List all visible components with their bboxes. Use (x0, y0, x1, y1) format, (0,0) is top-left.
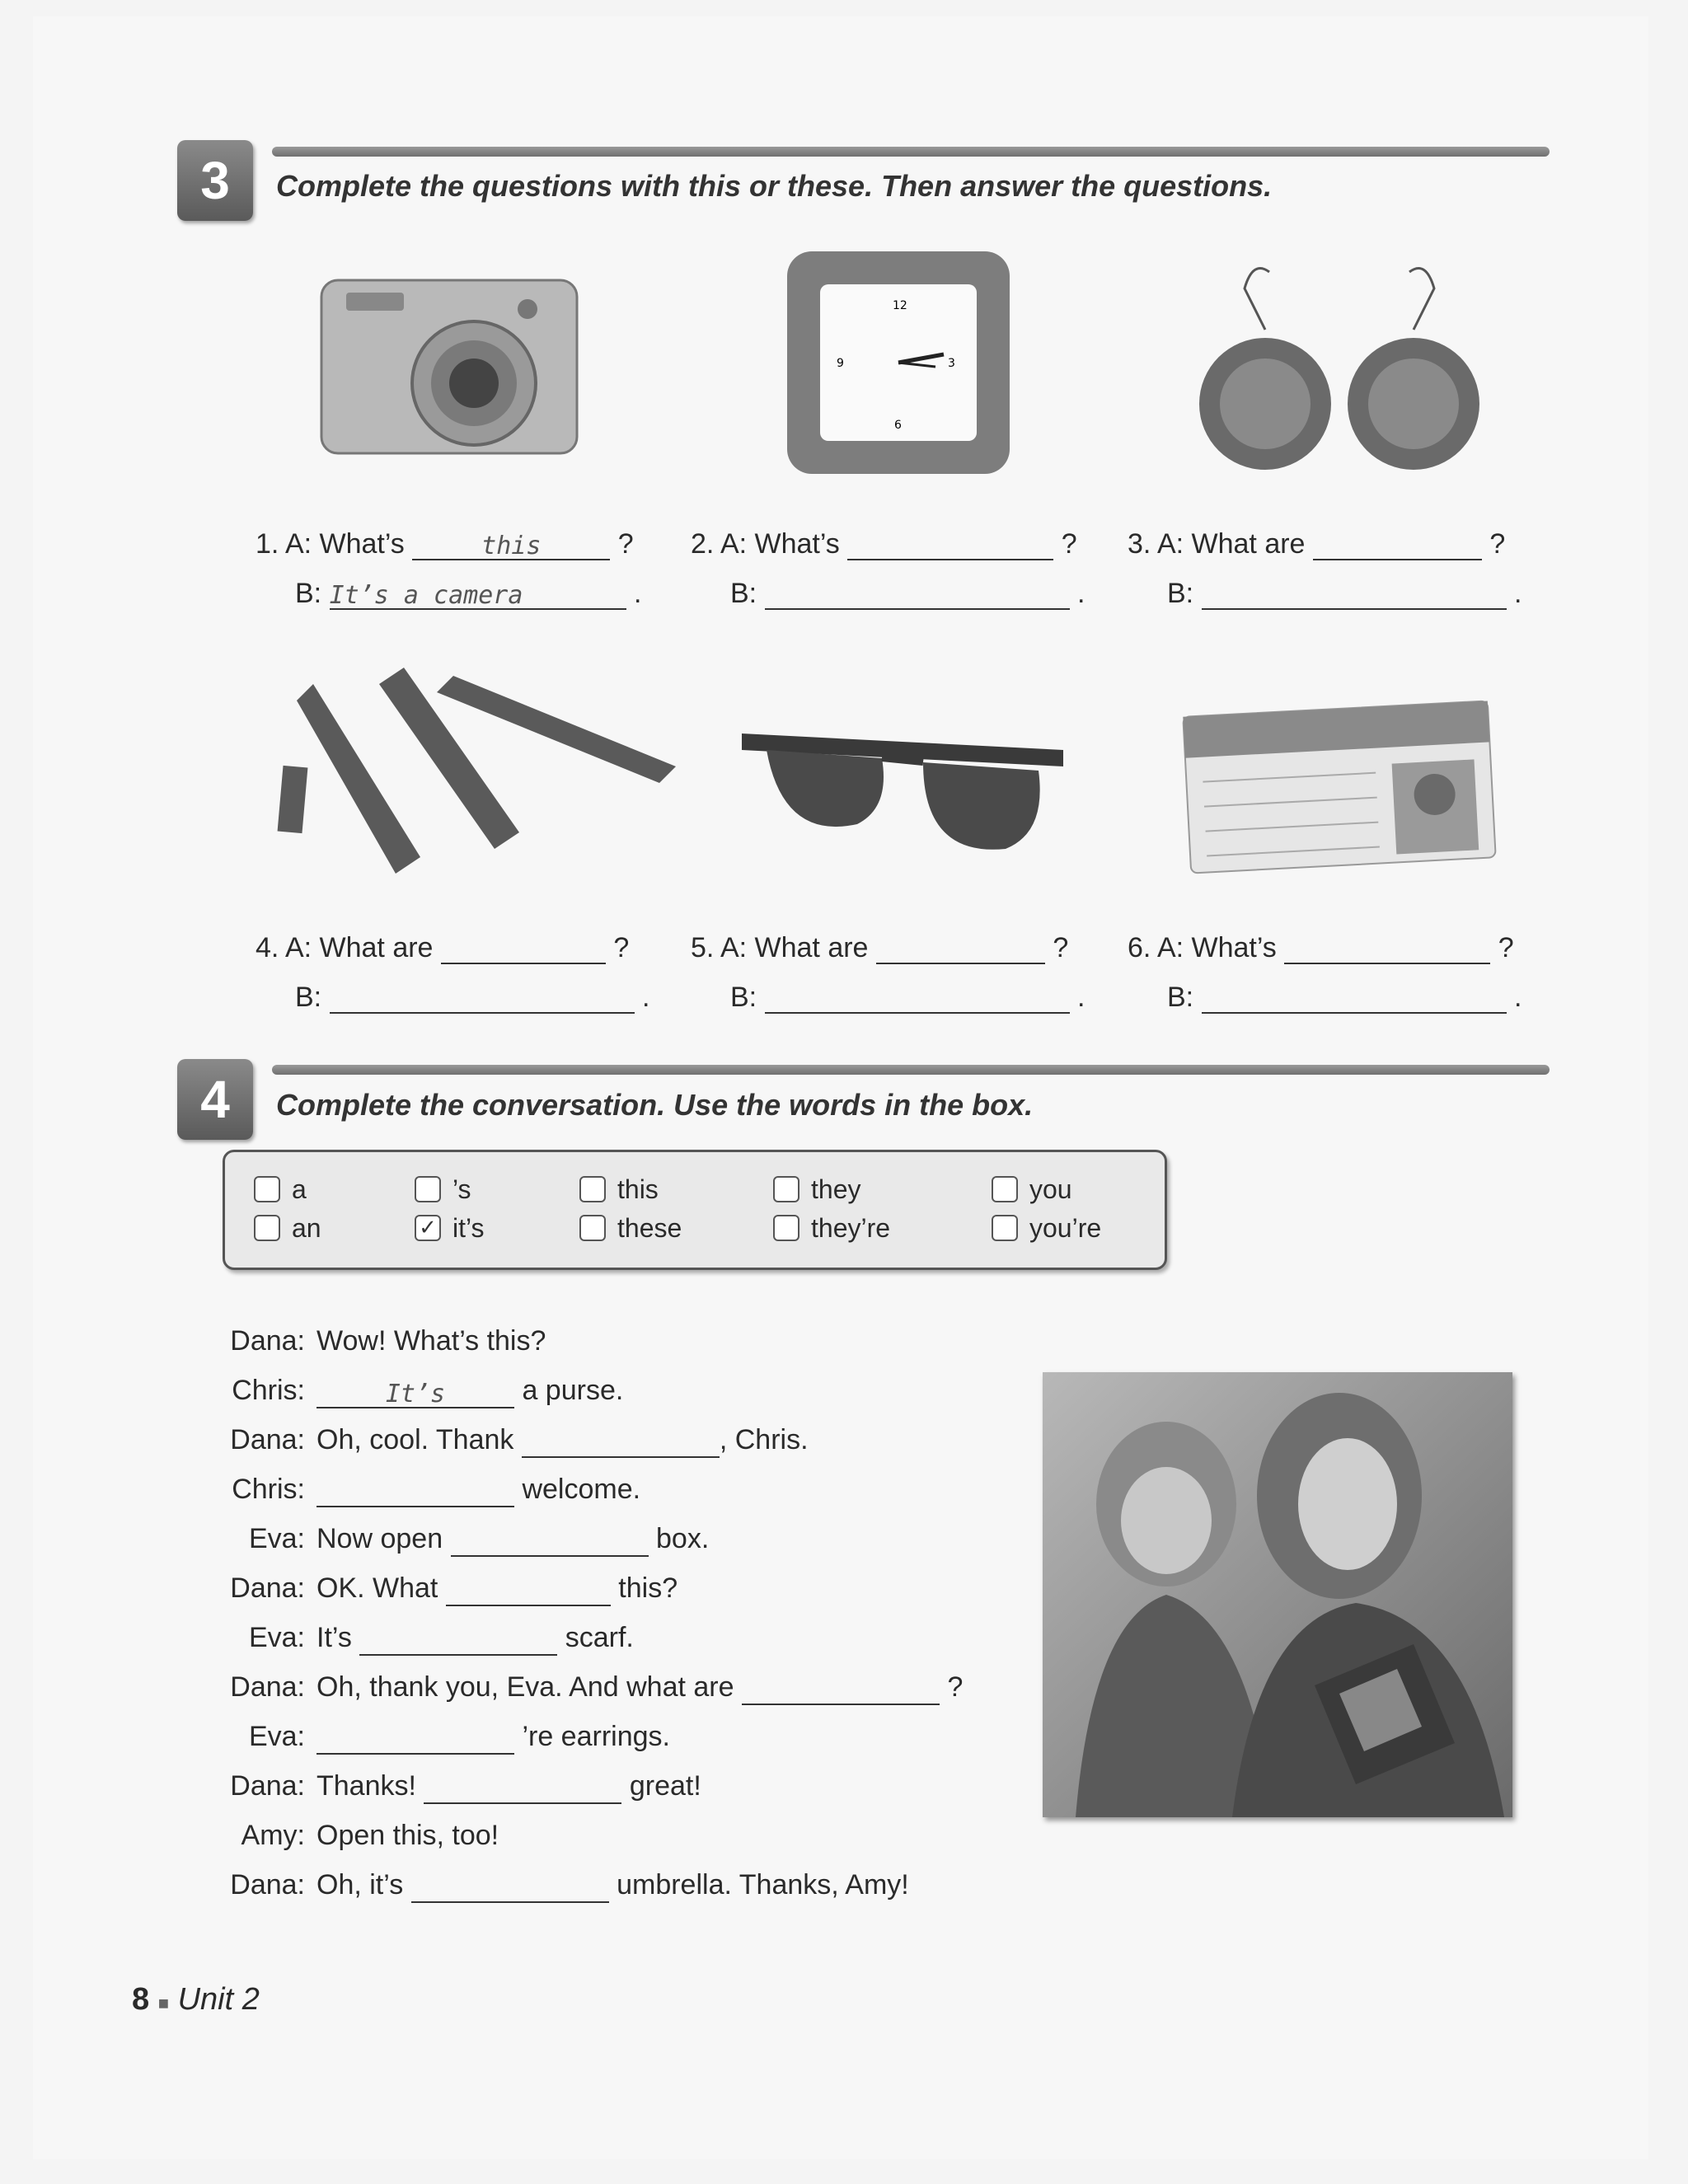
conversation-line: Dana: Thanks! great! (223, 1768, 701, 1804)
answer-field[interactable]: It’s (316, 1382, 514, 1408)
question-text: What’s (754, 528, 840, 560)
answer-field[interactable] (765, 987, 1070, 1014)
answer-field[interactable] (451, 1530, 649, 1557)
answer-field[interactable] (765, 583, 1070, 610)
question-answer-field[interactable] (1313, 534, 1482, 560)
word-option[interactable]: this (579, 1173, 659, 1206)
answer-field[interactable] (1202, 583, 1507, 610)
answer-field[interactable] (330, 987, 635, 1014)
word-option[interactable]: ’s (415, 1173, 471, 1206)
speaker-name: Chris: (232, 1375, 305, 1406)
question-answer-field[interactable] (876, 938, 1045, 964)
speaker-b-label: B: (730, 578, 757, 609)
period: . (1077, 578, 1085, 609)
item-number: 6. (1128, 932, 1151, 963)
word-option[interactable]: an (254, 1212, 321, 1244)
speaker-a-label: A: (1156, 932, 1184, 963)
conversation-line: Chris: welcome. (223, 1471, 640, 1507)
svg-text:9: 9 (837, 357, 844, 370)
speaker-name: Dana: (230, 1671, 305, 1703)
checkbox-icon[interactable] (579, 1176, 606, 1202)
word-option[interactable]: they (773, 1173, 860, 1206)
checkbox-icon[interactable] (579, 1215, 606, 1241)
unit-label: Unit 2 (177, 1982, 260, 2017)
speaker-a-label: A: (720, 932, 748, 963)
svg-text:6: 6 (894, 419, 902, 432)
speaker-b-label: B: (295, 578, 322, 609)
speaker-a-label: A: (720, 528, 748, 560)
question-mark: ? (1061, 528, 1077, 560)
item-number: 1. (256, 528, 279, 560)
question-answer-field[interactable] (847, 534, 1053, 560)
conversation-line: Amy: Open this, too! (223, 1817, 499, 1854)
answer-field[interactable] (316, 1481, 514, 1507)
word-option[interactable]: ✓ it’s (415, 1212, 485, 1244)
page-footer (132, 1982, 260, 2018)
speaker-b-label: B: (730, 982, 757, 1013)
word-option[interactable]: you (992, 1173, 1072, 1206)
checkbox-icon[interactable] (773, 1176, 799, 1202)
conversation-line: Dana: Oh, thank you, Eva. And what are ? (223, 1669, 963, 1705)
item-number: 3. (1128, 528, 1151, 560)
question-mark: ? (617, 528, 634, 560)
page-number: 8 (132, 1982, 150, 2017)
item-number: 4. (256, 932, 279, 963)
conversation-line: Eva: It’s scarf. (223, 1619, 634, 1656)
question-text: What are (1191, 528, 1306, 560)
section-3-instruction: Complete the questions with this or these. Then answer the questions. (276, 169, 1273, 203)
answer-field[interactable]: It’s a camera (330, 583, 626, 610)
footer-separator: ■ (157, 1993, 169, 2013)
answer-field[interactable] (446, 1580, 611, 1606)
checkbox-icon[interactable] (415, 1176, 441, 1202)
answer-field[interactable] (316, 1728, 514, 1755)
question-answer-field[interactable] (1284, 938, 1490, 964)
speaker-a-label: A: (284, 528, 312, 560)
period: . (1077, 982, 1085, 1013)
speaker-name: Eva: (248, 1622, 305, 1653)
word-option[interactable]: a (254, 1173, 307, 1206)
answer-field[interactable] (742, 1679, 940, 1705)
checked-checkbox-icon[interactable]: ✓ (415, 1215, 441, 1241)
speaker-name: Eva: (248, 1721, 305, 1752)
speaker-name: Dana: (230, 1770, 305, 1802)
question-mark: ? (1489, 528, 1506, 560)
conversation-line: Dana: Oh, it’s umbrella. Thanks, Amy! (223, 1867, 909, 1903)
speaker-a-label: A: (284, 932, 312, 963)
conversation-line: Dana: OK. What this? (223, 1570, 678, 1606)
section-3-number: 3 (177, 140, 253, 221)
checkbox-icon[interactable] (254, 1215, 280, 1241)
conversation-line: Eva: ’re earrings. (223, 1718, 670, 1755)
question-answer-field[interactable]: this (412, 534, 610, 560)
conversation-line: Dana: Oh, cool. Thank , Chris. (223, 1422, 809, 1458)
question-text: What are (319, 932, 434, 963)
word-option[interactable]: they’re (773, 1212, 890, 1244)
speaker-name: Dana: (230, 1424, 305, 1455)
question-mark: ? (1053, 932, 1069, 963)
sunglasses-icon (734, 701, 1071, 874)
question-answer-field[interactable] (441, 938, 606, 964)
speaker-name: Dana: (230, 1869, 305, 1900)
conversation-line: Eva: Now open box. (223, 1521, 709, 1557)
answer-field[interactable] (1202, 987, 1507, 1014)
speaker-name: Amy: (241, 1820, 305, 1851)
answer-field[interactable] (522, 1432, 720, 1458)
markers-icon (272, 668, 684, 890)
girls-opening-gift-photo (1043, 1372, 1512, 1817)
speaker-a-label: A: (1156, 528, 1184, 560)
question-text: What are (754, 932, 869, 963)
speaker-b-label: B: (295, 982, 322, 1013)
period: . (642, 982, 650, 1013)
speaker-name: Dana: (230, 1572, 305, 1604)
question-text: What’s (319, 528, 405, 560)
earrings-icon (1187, 255, 1500, 494)
checkbox-icon[interactable] (773, 1215, 799, 1241)
period: . (634, 578, 642, 609)
conversation-line: Chris: It’s a purse. (223, 1372, 623, 1408)
item-number: 2. (691, 528, 715, 560)
section-4-instruction: Complete the conversation. Use the words in the box. (276, 1088, 1034, 1122)
period: . (1514, 982, 1522, 1013)
word-box (223, 1150, 1167, 1270)
checkbox-icon[interactable] (992, 1215, 1018, 1241)
section-3-rule (272, 147, 1550, 157)
clock-icon (783, 247, 1014, 478)
checkbox-icon[interactable] (254, 1176, 280, 1202)
speaker-b-label: B: (1167, 982, 1194, 1013)
speaker-name: Dana: (230, 1325, 305, 1357)
question-mark: ? (1498, 932, 1514, 963)
question-text: What’s (1191, 932, 1277, 963)
question-mark: ? (613, 932, 630, 963)
speaker-name: Eva: (248, 1523, 305, 1554)
answer-field[interactable] (359, 1629, 557, 1656)
word-option[interactable]: you’re (992, 1212, 1101, 1244)
word-option[interactable]: these (579, 1212, 682, 1244)
svg-text:12: 12 (893, 299, 907, 312)
item-number: 5. (691, 932, 715, 963)
period: . (1514, 578, 1522, 609)
id-card-icon (1179, 692, 1500, 882)
section-4-number: 4 (177, 1059, 253, 1140)
checkbox-icon[interactable] (992, 1176, 1018, 1202)
svg-text:3: 3 (948, 357, 955, 370)
answer-field[interactable] (411, 1877, 609, 1903)
speaker-name: Chris: (232, 1474, 305, 1505)
answer-field[interactable] (424, 1778, 621, 1804)
speaker-b-label: B: (1167, 578, 1194, 609)
section-4-rule (272, 1065, 1550, 1075)
camera-icon (313, 264, 593, 486)
conversation-line: Dana: Wow! What’s this? (223, 1323, 546, 1359)
